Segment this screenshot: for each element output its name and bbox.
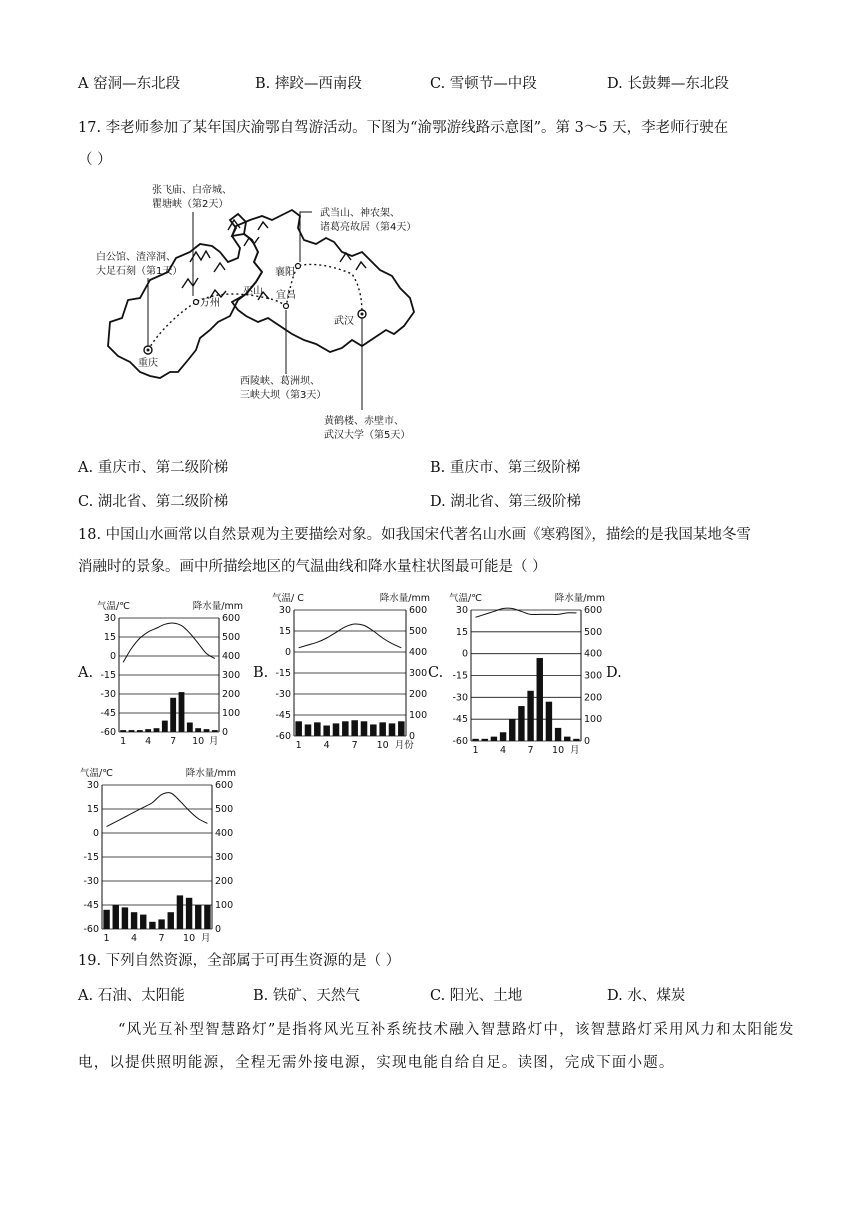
precip-bar	[351, 720, 358, 736]
svg-text:重庆: 重庆	[138, 358, 158, 369]
x-tick: 4	[323, 740, 330, 750]
y-right-tick: 200	[584, 692, 603, 704]
city-wuhan	[334, 310, 366, 327]
precip-bar	[154, 728, 160, 732]
y-left-tick: -60	[275, 731, 291, 742]
y-left-tick: -45	[275, 710, 291, 721]
y-right-tick: 300	[222, 670, 241, 681]
precip-bar	[491, 737, 497, 741]
callout-day5-line2: 武汉大学（第5天）	[324, 430, 411, 441]
y-right-tick: 400	[222, 651, 241, 662]
q16-option-d: D. 长鼓舞—东北段	[607, 76, 729, 92]
q18-label-a: A.	[78, 665, 94, 681]
route-map	[95, 178, 425, 448]
climate-chart-d	[78, 765, 238, 943]
precip-bar	[333, 723, 340, 736]
y-right-tick: 500	[584, 626, 603, 638]
precip-bar	[186, 898, 192, 929]
x-tick: 7	[351, 740, 358, 750]
x-tick: 7	[527, 745, 534, 755]
q18-label-d: D.	[606, 665, 622, 681]
precip-bar	[131, 912, 137, 929]
climate-chart-c	[447, 590, 607, 755]
q19-option-d: D. 水、煤炭	[607, 988, 686, 1004]
x-tick: 4	[500, 745, 507, 755]
right-axis-title: 降水量/mm	[192, 601, 243, 612]
precip-bar	[527, 691, 533, 741]
q17-stem-line1: 17. 李老师参加了某年国庆渝鄂自驾游活动。下图为“渝鄂游线路示意图”。第 3～5 天，李老师行驶在	[78, 120, 729, 136]
precip-bar	[204, 905, 210, 929]
left-axis-title: 气温/℃	[80, 768, 113, 779]
precip-bar	[370, 724, 377, 736]
precip-bar	[509, 719, 515, 741]
y-right-tick: 300	[215, 852, 234, 863]
city-wushan: 巫山	[243, 286, 263, 297]
y-right-tick: 600	[409, 605, 428, 616]
x-tick: 10	[376, 740, 389, 750]
x-tick: 1	[120, 736, 127, 746]
precip-bar	[398, 721, 405, 736]
y-left-tick: -45	[100, 708, 116, 719]
precip-bar	[305, 724, 312, 736]
q17-option-a: A. 重庆市、第二级阶梯	[78, 460, 229, 476]
q18-stem-line1: 18. 中国山水画常以自然景观为主要描绘对象。如我国宋代著名山水画《寒鸦图》，描绘的是我国某地冬雪	[78, 527, 751, 543]
y-left-tick: -45	[452, 714, 468, 726]
precip-bar	[482, 739, 488, 741]
precip-bar	[314, 722, 321, 736]
y-right-tick: 400	[215, 828, 234, 839]
callout-day1-line2: 大足石刻（第1天）	[96, 266, 183, 277]
precip-bar	[379, 722, 386, 736]
precip-bar	[113, 905, 119, 929]
x-unit: 月	[570, 745, 580, 755]
y-left-tick: -30	[275, 689, 291, 700]
y-left-tick: 0	[92, 828, 99, 839]
y-right-tick: 200	[222, 689, 241, 700]
left-axis-title: 气温/℃	[97, 601, 130, 612]
precip-bar	[129, 730, 135, 732]
y-left-tick: 0	[284, 647, 291, 658]
y-right-tick: 100	[409, 710, 428, 721]
q19-option-b: B. 铁矿、天然气	[253, 988, 360, 1004]
q19-option-c: C. 阳光、土地	[430, 988, 523, 1004]
y-right-tick: 100	[584, 714, 603, 726]
city-xiangyang	[275, 264, 301, 279]
x-tick: 10	[552, 745, 565, 755]
q18-label-b: B.	[253, 665, 269, 681]
x-tick: 1	[103, 933, 110, 943]
q18-label-c: C.	[428, 665, 444, 681]
y-right-tick: 400	[584, 648, 603, 660]
callout-day1-line1: 白公馆、渣滓洞、	[96, 252, 176, 263]
precip-bar	[137, 730, 143, 732]
y-left-tick: 30	[455, 605, 468, 616]
temperature-line	[299, 624, 402, 648]
callout-day2-line1: 张飞庙、白帝城、	[152, 185, 232, 196]
svg-text:宜昌: 宜昌	[276, 290, 296, 301]
q17-option-c: C. 湖北省、第二级阶梯	[78, 494, 229, 510]
precip-bar	[546, 702, 552, 741]
precip-bar	[204, 729, 210, 732]
svg-text:武汉: 武汉	[334, 316, 354, 327]
x-tick: 10	[183, 933, 196, 943]
y-left-tick: -15	[275, 668, 291, 679]
temperature-line	[123, 623, 215, 662]
precip-bar	[212, 730, 218, 732]
y-right-tick: 300	[584, 670, 603, 682]
q19-option-a: A. 石油、太阳能	[78, 988, 185, 1004]
y-right-tick: 500	[222, 632, 241, 643]
precip-bar	[168, 912, 174, 929]
precip-bar	[537, 658, 543, 741]
y-right-tick: 500	[215, 804, 234, 815]
precip-bar	[389, 723, 396, 736]
precip-bar	[187, 723, 193, 733]
y-right-tick: 100	[222, 708, 241, 719]
y-right-tick: 600	[222, 613, 241, 624]
right-axis-title: 降水量/mm	[554, 593, 605, 604]
y-left-tick: -60	[100, 727, 116, 738]
y-left-tick: -60	[452, 736, 468, 747]
y-left-tick: -30	[452, 692, 468, 704]
callout-day4-line2: 诸葛亮故居（第4天）	[320, 222, 417, 233]
city-wanzhou	[194, 297, 221, 309]
precip-bar	[120, 730, 126, 732]
precip-bar	[140, 915, 146, 929]
temperature-line	[476, 608, 577, 617]
precip-bar	[149, 922, 155, 929]
x-unit: 月份	[394, 740, 414, 750]
route-line	[148, 264, 362, 350]
x-tick: 1	[295, 740, 302, 750]
climate-chart-b	[270, 590, 432, 750]
passage-line2: 电，以提供照明能源，全程无需外接电源，实现电能自给自足。读图，完成下面小题。	[78, 1055, 675, 1071]
q17-option-d: D. 湖北省、第三级阶梯	[430, 494, 581, 510]
y-left-tick: 15	[86, 804, 99, 815]
y-left-tick: -15	[452, 670, 468, 682]
y-left-tick: 0	[109, 651, 116, 662]
y-left-tick: 30	[103, 613, 116, 624]
y-right-tick: 200	[215, 876, 234, 887]
y-left-tick: 0	[461, 648, 468, 660]
y-left-tick: 30	[278, 605, 291, 616]
city-chongqing	[138, 346, 158, 369]
precip-bar	[323, 726, 330, 737]
precip-bar	[295, 721, 302, 736]
y-right-tick: 600	[584, 605, 603, 616]
y-left-tick: -15	[83, 852, 99, 863]
y-left-tick: -30	[100, 689, 116, 700]
x-unit: 月	[209, 736, 219, 746]
y-left-tick: 15	[103, 632, 116, 643]
precip-bar	[342, 721, 349, 736]
q17-stem-line2: （ ）	[78, 152, 112, 168]
y-left-tick: -45	[83, 900, 99, 911]
city-yichang	[276, 288, 296, 309]
precip-bar	[162, 721, 168, 732]
passage-line1: “风光互补型智慧路灯”是指将风光互补系统技术融入智慧路灯中，该智慧路灯采用风力和太阳能发	[118, 1022, 795, 1038]
precip-bar	[500, 732, 506, 741]
right-axis-title: 降水量/mm	[379, 593, 430, 604]
y-right-tick: 0	[222, 727, 229, 738]
y-right-tick: 500	[409, 626, 428, 637]
climate-chart-a	[95, 598, 245, 746]
q18-stem-line2: 消融时的景象。画中所描绘地区的气温曲线和降水量柱状图最可能是（ ）	[78, 559, 547, 575]
precip-bar	[564, 737, 570, 741]
y-left-tick: -15	[100, 670, 116, 681]
y-left-tick: 30	[86, 780, 99, 791]
x-tick: 7	[158, 933, 165, 943]
q16-option-b: B. 摔跤—西南段	[255, 76, 362, 92]
precip-bar	[555, 728, 561, 741]
x-unit: 月	[201, 933, 211, 943]
q16-option-a: A 窑洞—东北段	[78, 76, 181, 92]
y-right-tick: 0	[584, 736, 591, 747]
left-axis-title: 气温/ C	[272, 593, 304, 604]
precip-bar	[472, 739, 478, 741]
y-right-tick: 300	[409, 668, 428, 679]
y-left-tick: 15	[278, 626, 291, 637]
q17-option-b: B. 重庆市、第三级阶梯	[430, 460, 581, 476]
q16-option-c: C. 雪顿节—中段	[430, 76, 537, 92]
y-left-tick: -60	[83, 924, 99, 935]
callout-day2-line2: 瞿塘峡（第2天）	[152, 199, 229, 210]
callout-day3-line2: 三峡大坝（第3天）	[240, 390, 327, 401]
callout-day3-line1: 西陵峡、葛洲坝、	[240, 376, 320, 387]
chongqing-boundary	[108, 214, 262, 378]
precip-bar	[103, 910, 109, 929]
svg-text:万州: 万州	[200, 298, 220, 309]
x-tick: 7	[170, 736, 177, 746]
q19-stem: 19. 下列自然资源，全部属于可再生资源的是（ ）	[78, 953, 401, 969]
y-left-tick: 15	[455, 626, 468, 638]
svg-text:襄阳: 襄阳	[275, 267, 295, 278]
precip-bar	[179, 692, 185, 732]
right-axis-title: 降水量/mm	[185, 768, 236, 779]
callout-day4-line1: 武当山、神农架、	[320, 208, 400, 219]
y-right-tick: 400	[409, 647, 428, 658]
x-tick: 4	[131, 933, 138, 943]
precip-bar	[195, 905, 201, 929]
precip-bar	[518, 706, 524, 741]
x-tick: 4	[145, 736, 152, 746]
callout-day5-line1: 黄鹤楼、赤壁市、	[324, 416, 404, 427]
precip-bar	[145, 729, 151, 732]
precip-bar	[361, 721, 368, 736]
precip-bar	[177, 895, 183, 929]
precip-bar	[170, 698, 176, 732]
precip-bar	[158, 919, 164, 929]
precip-bar	[195, 728, 201, 732]
left-axis-title: 气温/℃	[449, 593, 482, 604]
precip-bar	[122, 907, 128, 929]
x-tick: 1	[472, 745, 479, 755]
temperature-line	[107, 793, 208, 827]
y-left-tick: -30	[83, 876, 99, 887]
precip-bar	[573, 739, 579, 741]
x-tick: 10	[192, 736, 205, 746]
y-right-tick: 0	[215, 924, 222, 935]
y-right-tick: 200	[409, 689, 428, 700]
y-right-tick: 100	[215, 900, 234, 911]
y-right-tick: 600	[215, 780, 234, 791]
y-right-tick: 0	[409, 731, 416, 742]
